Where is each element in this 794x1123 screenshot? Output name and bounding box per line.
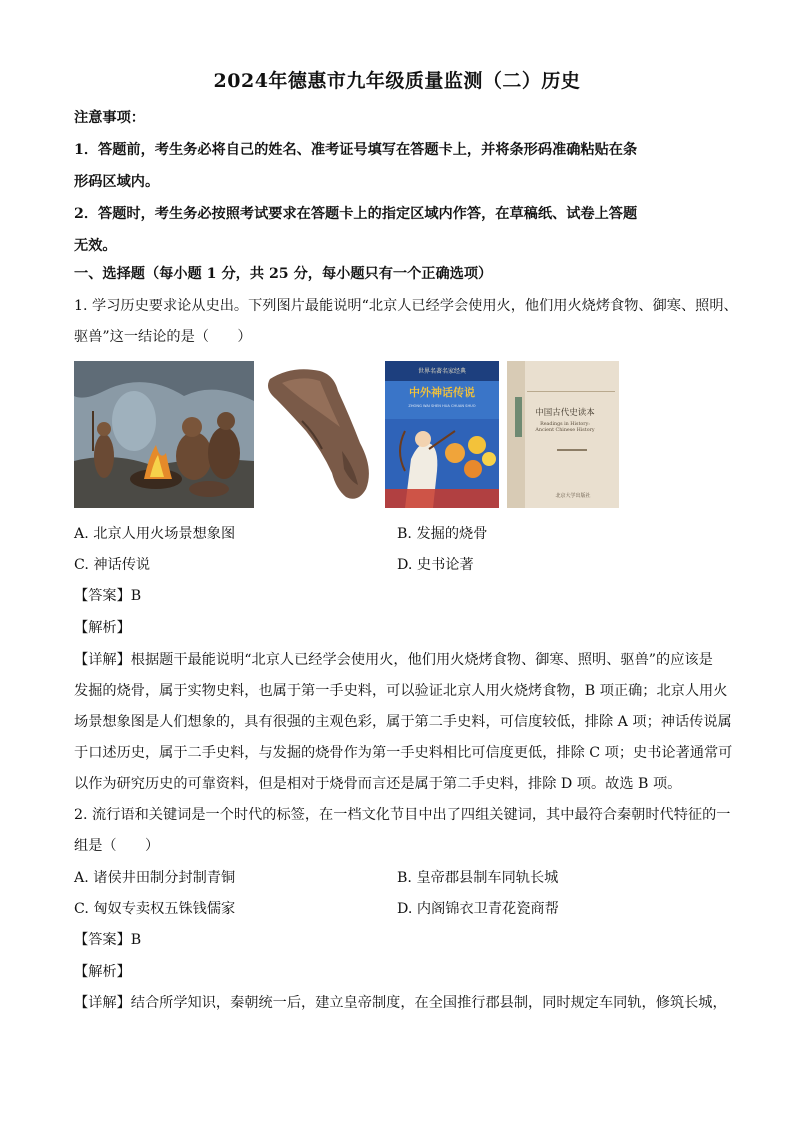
q1-detail-line-2: 发掘的烧骨，属于实物史料，也属于第一手史料，可以验证北京人用火烧烤食物，B 项正确；北京人用火 xyxy=(74,683,728,699)
image-burnt-bone xyxy=(262,361,378,508)
book1-subtitle-text: ZHONG WAI SHEN HUA CHUAN SHUO xyxy=(408,404,476,408)
book2-title-text: 中国古代史读本 xyxy=(535,408,595,418)
q1-stem-line-1: 1. 学习历史要求论从史出。下列图片最能说明“北京人已经学会使用火，他们用火烧烤食物、御寒、照明、 xyxy=(74,298,738,314)
q2-answer: 【答案】B xyxy=(74,932,142,948)
q2-analysis-label: 【解析】 xyxy=(74,964,131,980)
notice-heading: 注意事项： xyxy=(74,110,145,126)
page-title: 2024年德惠市九年级质量监测（二）历史 xyxy=(213,70,581,92)
q1-option-c: C. 神话传说 xyxy=(74,557,151,573)
q2-stem-line-1: 2. 流行语和关键词是一个时代的标签，在一档文化节目中出了四组关键词，其中最符合秦朝时代特征的一 xyxy=(74,807,731,823)
q1-option-b: B. 发掘的烧骨 xyxy=(397,526,488,542)
image-book-ancient-history xyxy=(507,361,619,508)
section-1-heading: 一、选择题（每小题 1 分，共 25 分，每小题只有一个正确选项） xyxy=(74,266,493,282)
q1-detail-line-3: 场景想象图是人们想象的，具有很强的主观色彩，属于第二手史料，可信度较低，排除 A 项；神话传说属 xyxy=(74,714,732,730)
q1-answer: 【答案】B xyxy=(74,588,142,604)
book2-subtitle-line-1: Readings in History: xyxy=(540,422,590,427)
q1-detail-line-5: 以作为研究历史的可靠资料，但是相对于烧骨而言还是属于第二手史料，排除 D 项。故选 B 项。 xyxy=(74,776,682,792)
notice-item-1-line-2: 形码区域内。 xyxy=(74,174,160,190)
book1-series-text: 世界名著名家经典 xyxy=(417,368,467,375)
image-book-myths-legends xyxy=(385,361,499,508)
q2-option-b: B. 皇帝郡县制车同轨长城 xyxy=(397,870,559,886)
book1-title-text: 中外神话传说 xyxy=(409,386,475,399)
q1-detail-line-4: 于口述历史，属于二手史料，与发掘的烧骨作为第一手史料相比可信度更低，排除 C 项；史书论著通常可 xyxy=(74,745,733,761)
notice-item-1-line-1: 1．答题前，考生务必将自己的姓名、准考证号填写在答题卡上，并将条形码准确粘贴在条 xyxy=(74,142,638,158)
book2-publisher-text: 北京大学出版社 xyxy=(555,493,591,499)
image-peking-man-fire-scene xyxy=(74,361,254,508)
q1-analysis-label: 【解析】 xyxy=(74,620,131,636)
notice-item-2-line-2: 无效。 xyxy=(74,238,117,254)
q2-stem-line-2: 组是（ ） xyxy=(74,838,160,854)
q1-option-d: D. 史书论著 xyxy=(397,557,474,573)
q1-detail-line-1: 【详解】根据题干最能说明“北京人已经学会使用火，他们用火烧烤食物、御寒、照明、驱兽”的应该是 xyxy=(74,652,713,668)
q1-stem-line-2: 驱兽”这一结论的是（ ） xyxy=(74,329,252,345)
q2-detail-line-1: 【详解】结合所学知识，秦朝统一后，建立皇帝制度，在全国推行郡县制，同时规定车同轨，修筑长城， xyxy=(74,995,727,1011)
q2-option-c: C. 匈奴专卖权五铢钱儒家 xyxy=(74,901,236,917)
notice-item-2-line-1: 2．答题时，考生务必按照考试要求在答题卡上的指定区域内作答，在草稿纸、试卷上答题 xyxy=(74,206,638,222)
q2-option-d: D. 内阁锦衣卫青花瓷商帮 xyxy=(397,901,559,917)
q1-option-a: A. 北京人用火场景想象图 xyxy=(74,526,236,542)
book2-subtitle-line-2: Ancient Chinese History xyxy=(535,428,595,433)
q2-option-a: A. 诸侯井田制分封制青铜 xyxy=(74,870,236,886)
